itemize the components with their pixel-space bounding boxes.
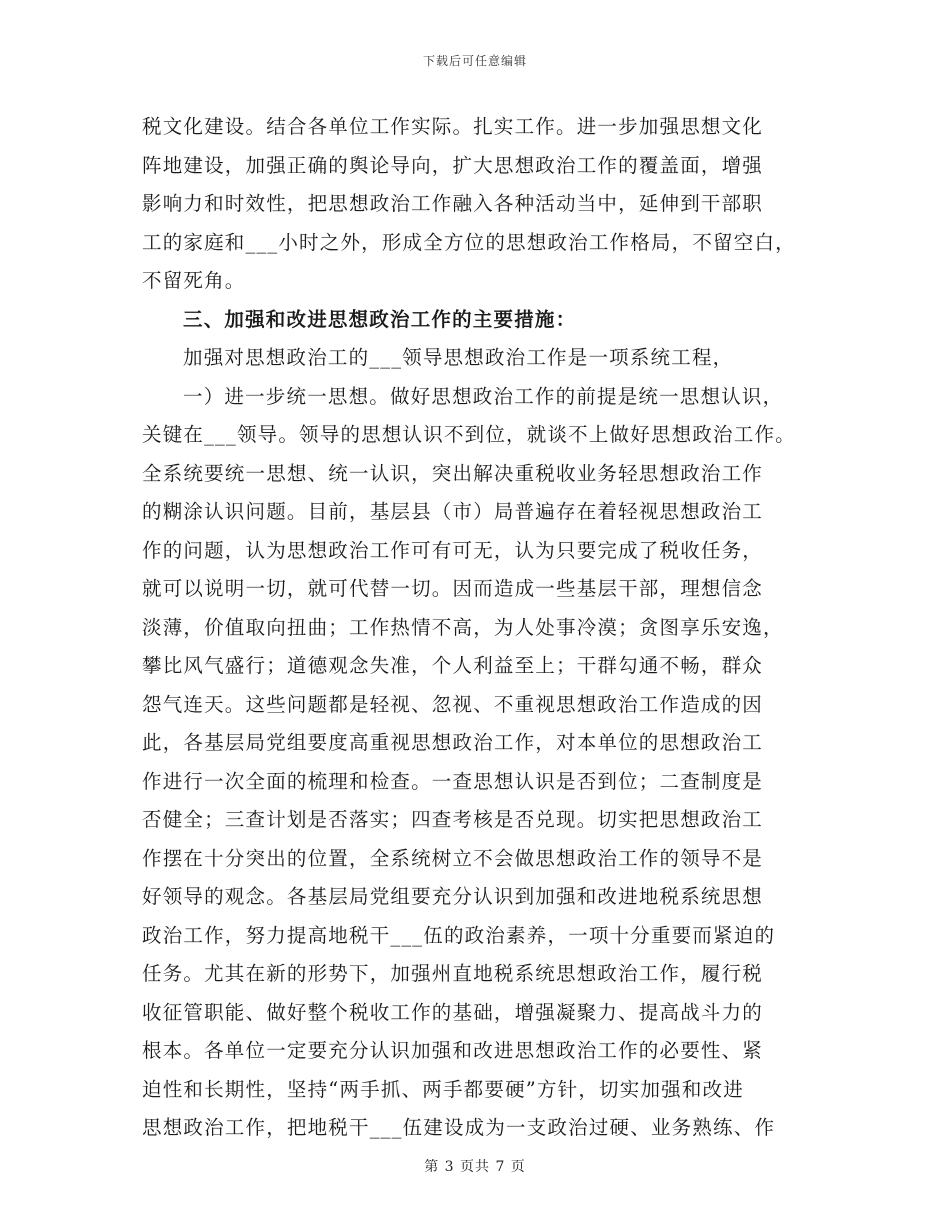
body-line: 迫性和长期性，坚持“两手抓、两手都要硬”方针，切实加强和改进 (142, 1077, 744, 1101)
page-footer: 第 3 页共 7 页 (424, 1159, 526, 1175)
body-line: 淡薄，价值取向扭曲；工作热情不高，为人处事冷漠；贪图享乐安逸， (142, 615, 784, 639)
body-line: 好领导的观念。各基层局党组要充分认识到加强和改进地税系统思想 (142, 885, 764, 908)
body-line: 阵地建设，加强正确的舆论导向，扩大思想政治工作的覆盖面，增强 (142, 153, 764, 177)
body-line: 怨气连天。这些问题都是轻视、忽视、不重视思想政治工作造成的因 (142, 692, 764, 716)
body-line: 全系统要统一思想、统一认识，突出解决重税收业务轻思想政治工作 (142, 461, 764, 485)
body-line: 收征管职能、做好整个税收工作的基础，增强凝聚力、提高战斗力的 (142, 1000, 764, 1024)
body-line: 攀比风气盛行；道德观念失准，个人利益至上；干群勾通不畅，群众 (142, 654, 764, 677)
section-heading: 三、加强和改进思想政治工作的主要措施： (183, 307, 577, 331)
body-line: 税文化建设。结合各单位工作实际。扎实工作。进一步加强思想文化 (142, 115, 764, 138)
body-line: 就可以说明一切，就可代替一切。因而造成一些基层干部，理想信念 (142, 577, 764, 600)
body-line: 作摆在十分突出的位置，全系统树立不会做思想政治工作的领导不是 (142, 846, 764, 870)
body-line: 作进行一次全面的梳理和检查。一查思想认识是否到位；二查制度是 (142, 769, 764, 793)
body-line: 任务。尤其在新的形势下，加强州直地税系统思想政治工作，履行税 (142, 962, 764, 985)
body-line: 一）进一步统一思想。做好思想政治工作的前提是统一思想认识， (183, 384, 784, 408)
body-line: 关键在___领导。领导的思想认识不到位，就谈不上做好思想政治工作。 (142, 423, 796, 446)
body-line: 政治工作，努力提高地税干___伍的政治素养，一项十分重要而紧迫的 (142, 923, 776, 947)
body-line: 思想政治工作，把地税干___伍建设成为一支政治过硬、业务熟练、作 (142, 1116, 776, 1139)
page-header: 下载后可任意编辑 (422, 54, 527, 68)
body-line: 工的家庭和___小时之外，形成全方位的思想政治工作格局，不留空白， (142, 230, 796, 254)
body-line: 此，各基层局党组要度高重视思想政治工作，对本单位的思想政治工 (142, 731, 764, 754)
body-line: 的糊涂认识问题。目前，基层县（市）局普遍存在着轻视思想政治工 (142, 500, 764, 523)
body-line: 不留死角。 (142, 269, 246, 292)
body-line: 否健全；三查计划是否落实；四查考核是否兑现。切实把思想政治工 (142, 808, 764, 831)
body-line: 作的问题，认为思想政治工作可有可无，认为只要完成了税收任务， (142, 538, 764, 562)
document-body (142, 108, 822, 1148)
body-line: 影响力和时效性，把思想政治工作融入各种活动当中，延伸到干部职 (142, 192, 764, 215)
body-line: 根本。各单位一定要充分认识加强和改进思想政治工作的必要性、紧 (142, 1039, 764, 1062)
body-line: 加强对思想政治工的___领导思想政治工作是一项系统工程， (183, 346, 734, 369)
